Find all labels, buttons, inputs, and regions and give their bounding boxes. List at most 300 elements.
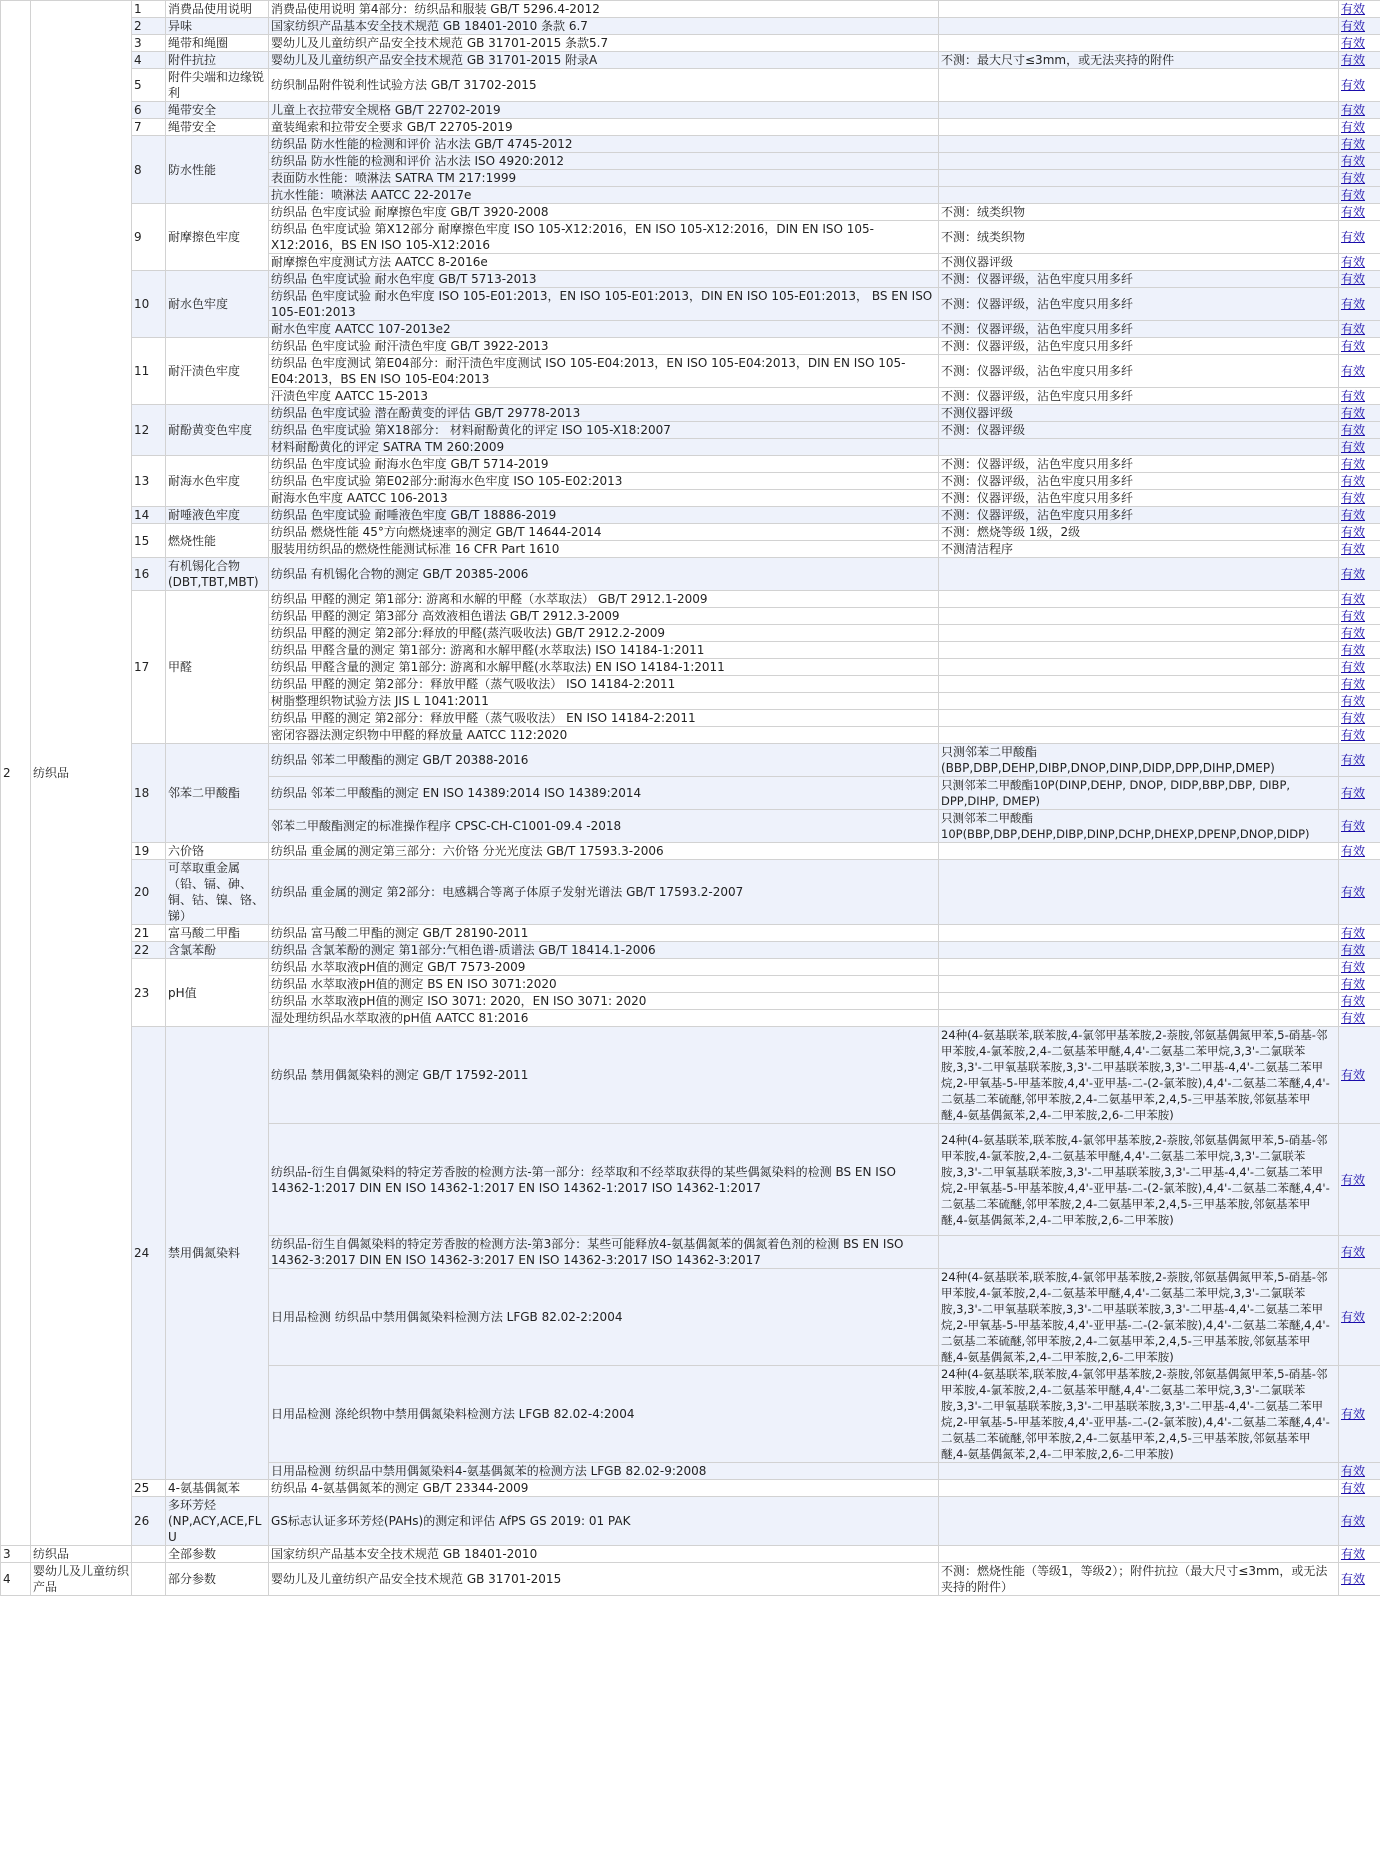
standard-cell: 国家纺织产品基本安全技术规范 GB 18401-2010 [269, 1546, 939, 1563]
status-cell [1339, 254, 1380, 271]
limitation-cell: 不测：仪器评级，沾色牢度只用多纤 [939, 338, 1339, 355]
test-item-cell: 甲醛 [166, 591, 269, 744]
standard-cell: 纺织品 甲醛含量的测定 第1部分: 游离和水解甲醛(水萃取法) EN ISO 14184-1:2011 [269, 659, 939, 676]
standard-cell: 纺织品-衍生自偶氮染料的特定芳香胺的检测方法-第一部分：经萃取和不经萃取获得的某些偶氮染料的检测 BS EN ISO 14362-1:2017 DIN EN ISO 14362-1:2017 EN ISO 14362-1:2017 ISO 14362-1:2017 [269, 1124, 939, 1236]
item-number-cell [132, 1546, 166, 1563]
status-link[interactable]: 有效 [1341, 78, 1366, 92]
status-cell [1339, 942, 1380, 959]
status-cell [1339, 1236, 1380, 1269]
limitation-cell [939, 608, 1339, 625]
status-link[interactable]: 有效 [1341, 339, 1366, 353]
limitation-cell: 只测邻苯二甲酸酯10P(BBP,DBP,DEHP,DIBP,DINP,DCHP,DHEXP,DPENP,DNOP,DIDP) [939, 810, 1339, 843]
status-cell [1339, 744, 1380, 777]
test-item-cell: 六价铬 [166, 843, 269, 860]
status-cell [1339, 993, 1380, 1010]
status-link[interactable]: 有效 [1341, 994, 1366, 1008]
standard-cell: 婴幼儿及儿童纺织产品安全技术规范 GB 31701-2015 [269, 1563, 939, 1596]
status-link[interactable]: 有效 [1341, 53, 1366, 67]
test-item-cell: 耐酚黄变色牢度 [166, 405, 269, 456]
limitation-cell [939, 1480, 1339, 1497]
standard-cell: 服装用纺织品的燃烧性能测试标准 16 CFR Part 1610 [269, 541, 939, 558]
standard-cell: 邻苯二甲酸酯测定的标准操作程序 CPSC-CH-C1001-09.4 -2018 [269, 810, 939, 843]
standard-cell: 耐水色牢度 AATCC 107-2013e2 [269, 321, 939, 338]
table-row [1, 843, 1380, 860]
limitation-cell [939, 925, 1339, 942]
standard-cell: 纺织品 邻苯二甲酸酯的测定 EN ISO 14389:2014 ISO 14389:2014 [269, 777, 939, 810]
status-cell [1339, 221, 1380, 254]
standard-cell: 婴幼儿及儿童纺织产品安全技术规范 GB 31701-2015 条款5.7 [269, 35, 939, 52]
limitation-cell: 24种(4-氨基联苯,联苯胺,4-氯邻甲基苯胺,2-萘胺,邻氨基偶氮甲苯,5-硝基-邻甲苯胺,4-氯苯胺,2,4-二氨基苯甲醚,4,4'-二氨基二苯甲烷,3,3'-二氯联苯胺,3,3'-二甲氧基联苯胺,3,3'-二甲基联苯胺,3,3'-二甲基-4,4'-二氨基二苯甲烷,2-甲氧基-5-甲基苯胺,4,4'-亚甲基-二-(2-氯苯胺),4,4'-二氨基二苯醚,4,4'-二氨基二苯硫醚,邻甲苯胺,2,4-二氨基甲苯,2,4,5-三甲基苯胺,邻氨基苯甲醚,4-氨基偶氮苯,2,4-二甲苯胺,2,6-二甲苯胺) [939, 1027, 1339, 1124]
table-row [1, 942, 1380, 959]
table-row [1, 338, 1380, 355]
status-link[interactable]: 有效 [1341, 322, 1366, 336]
limitation-cell: 不测：仪器评级，沾色牢度只用多纤 [939, 507, 1339, 524]
table-row [1, 136, 1380, 153]
standard-cell: 纺织品 4-氨基偶氮苯的测定 GB/T 23344-2009 [269, 1480, 939, 1497]
standard-cell: 纺织品 水萃取液pH值的测定 BS EN ISO 3071:2020 [269, 976, 939, 993]
table-row [1, 119, 1380, 136]
limitation-cell [939, 710, 1339, 727]
status-link[interactable]: 有效 [1341, 364, 1366, 378]
limitation-cell: 不测：仪器评级，沾色牢度只用多纤 [939, 456, 1339, 473]
test-item-cell: 多环芳烃(NP,ACY,ACE,FLU [166, 1497, 269, 1546]
status-link[interactable]: 有效 [1341, 2, 1366, 16]
status-cell [1339, 170, 1380, 187]
status-cell [1339, 35, 1380, 52]
status-link[interactable]: 有效 [1341, 977, 1366, 991]
standard-cell: 日用品检测 纺织品中禁用偶氮染料4-氨基偶氮苯的检测方法 LFGB 82.02-9:2008 [269, 1463, 939, 1480]
status-link[interactable]: 有效 [1341, 525, 1366, 539]
status-link[interactable]: 有效 [1341, 205, 1366, 219]
status-cell [1339, 558, 1380, 591]
standard-cell: 纺织品 燃烧性能 45°方向燃烧速率的测定 GB/T 14644-2014 [269, 524, 939, 541]
limitation-cell [939, 102, 1339, 119]
status-link[interactable]: 有效 [1341, 626, 1366, 640]
standard-cell: 纺织品 色牢度试验 第X18部分： 材料耐酚黄化的评定 ISO 105-X18:2007 [269, 422, 939, 439]
status-cell [1339, 18, 1380, 35]
limitation-cell: 不测仪器评级 [939, 405, 1339, 422]
status-link[interactable]: 有效 [1341, 272, 1366, 286]
status-link[interactable]: 有效 [1341, 926, 1366, 940]
test-item-cell: 4-氨基偶氮苯 [166, 1480, 269, 1497]
table-row [1, 744, 1380, 777]
standard-cell: 纺织品 色牢度试验 耐海水色牢度 GB/T 5714-2019 [269, 456, 939, 473]
status-cell [1339, 710, 1380, 727]
standard-cell: 纺织品 甲醛的测定 第2部分：释放甲醛（蒸气吸收法） EN ISO 14184-2:2011 [269, 710, 939, 727]
status-cell [1339, 422, 1380, 439]
item-number-cell: 20 [132, 860, 166, 925]
status-cell [1339, 69, 1380, 102]
limitation-cell [939, 170, 1339, 187]
limitation-cell: 不测：仪器评级，沾色牢度只用多纤 [939, 355, 1339, 388]
limitation-cell [939, 976, 1339, 993]
table-row [1, 925, 1380, 942]
test-item-cell: 燃烧性能 [166, 524, 269, 558]
item-number-cell: 12 [132, 405, 166, 456]
status-link[interactable]: 有效 [1341, 694, 1366, 708]
status-link[interactable]: 有效 [1341, 171, 1366, 185]
test-item-cell: 附件尖端和边缘锐利 [166, 69, 269, 102]
limitation-cell [939, 993, 1339, 1010]
status-cell [1339, 727, 1380, 744]
status-link[interactable]: 有效 [1341, 297, 1366, 311]
limitation-cell: 只测邻苯二甲酸酯10P(DINP,DEHP, DNOP, DIDP,BBP,DBP, DIBP, DPP,DIHP, DMEP) [939, 777, 1339, 810]
table-row [1, 1480, 1380, 1497]
status-link[interactable]: 有效 [1341, 1068, 1366, 1082]
status-link[interactable]: 有效 [1341, 1481, 1366, 1495]
limitation-cell [939, 1236, 1339, 1269]
status-link[interactable]: 有效 [1341, 753, 1366, 767]
status-cell [1339, 1124, 1380, 1236]
table-row [1, 52, 1380, 69]
item-number-cell: 25 [132, 1480, 166, 1497]
test-item-cell: 邻苯二甲酸酯 [166, 744, 269, 843]
limitation-cell [939, 1463, 1339, 1480]
table-row [1, 591, 1380, 608]
status-link[interactable]: 有效 [1341, 188, 1366, 202]
status-link[interactable]: 有效 [1341, 1172, 1366, 1187]
standard-cell: 纺织品 有机锡化合物的测定 GB/T 20385-2006 [269, 558, 939, 591]
item-number-cell: 17 [132, 591, 166, 744]
standard-cell: 纺织品 色牢度试验 耐唾液色牢度 GB/T 18886-2019 [269, 507, 939, 524]
standard-cell: 纺织品 甲醛的测定 第2部分：释放甲醛（蒸气吸收法） ISO 14184-2:2011 [269, 676, 939, 693]
standard-cell: 消费品使用说明 第4部分：纺织品和服装 GB/T 5296.4-2012 [269, 1, 939, 18]
item-number-cell: 7 [132, 119, 166, 136]
standard-cell: 纺织品 甲醛的测定 第3部分 高效液相色谱法 GB/T 2912.3-2009 [269, 608, 939, 625]
status-cell [1339, 1269, 1380, 1366]
status-link[interactable]: 有效 [1341, 592, 1366, 606]
limitation-cell [939, 642, 1339, 659]
standard-cell: 日用品检测 纺织品中禁用偶氮染料检测方法 LFGB 82.02-2:2004 [269, 1269, 939, 1366]
limitation-cell [939, 439, 1339, 456]
standard-cell: 材料耐酚黄化的评定 SATRA TM 260:2009 [269, 439, 939, 456]
limitation-cell: 不测：绒类织物 [939, 204, 1339, 221]
status-link[interactable]: 有效 [1341, 120, 1366, 134]
status-cell [1339, 524, 1380, 541]
group-number-cell: 2 [1, 1, 31, 1546]
item-number-cell: 2 [132, 18, 166, 35]
item-number-cell: 11 [132, 338, 166, 405]
limitation-cell: 不测：燃烧等级 1级，2级 [939, 524, 1339, 541]
item-number-cell: 22 [132, 942, 166, 959]
standard-cell: 抗水性能：喷淋法 AATCC 22-2017e [269, 187, 939, 204]
status-link[interactable]: 有效 [1341, 660, 1366, 674]
limitation-cell [939, 153, 1339, 170]
test-item-cell: 耐摩擦色牢度 [166, 204, 269, 271]
status-link[interactable]: 有效 [1341, 406, 1366, 420]
item-number-cell: 18 [132, 744, 166, 843]
test-item-cell: 异味 [166, 18, 269, 35]
status-link[interactable]: 有效 [1341, 819, 1366, 833]
table-row [1, 959, 1380, 976]
table-row [1, 35, 1380, 52]
standard-cell: 纺织品 色牢度试验 耐水色牢度 GB/T 5713-2013 [269, 271, 939, 288]
standard-cell: 纺织品 邻苯二甲酸酯的测定 GB/T 20388-2016 [269, 744, 939, 777]
standard-cell: 纺织品 色牢度试验 耐水色牢度 ISO 105-E01:2013，EN ISO 105-E01:2013，DIN EN ISO 105-E01:2013， BS EN ISO 105-E01:2013 [269, 288, 939, 321]
item-number-cell: 4 [132, 52, 166, 69]
status-cell [1339, 456, 1380, 473]
standard-cell: 树脂整理织物试验方法 JIS L 1041:2011 [269, 693, 939, 710]
limitation-cell: 不测：仪器评级，沾色牢度只用多纤 [939, 388, 1339, 405]
status-link[interactable]: 有效 [1341, 1572, 1366, 1586]
product-cell: 婴幼儿及儿童纺织产品 [31, 1563, 132, 1596]
test-item-cell: pH值 [166, 959, 269, 1027]
test-item-cell: 消费品使用说明 [166, 1, 269, 18]
standard-cell: 国家纺织产品基本安全技术规范 GB 18401-2010 条款 6.7 [269, 18, 939, 35]
limitation-cell: 只测邻苯二甲酸酯(BBP,DBP,DEHP,DIBP,DNOP,DINP,DIDP,DPP,DIHP,DMEP) [939, 744, 1339, 777]
standard-cell: 表面防水性能：喷淋法 SATRA TM 217:1999 [269, 170, 939, 187]
standard-cell: 纺织品 甲醛的测定 第2部分:释放的甲醛(蒸汽吸收法) GB/T 2912.2-2009 [269, 625, 939, 642]
item-number-cell: 5 [132, 69, 166, 102]
test-item-cell: 绳带安全 [166, 119, 269, 136]
limitation-cell: 不测：仪器评级，沾色牢度只用多纤 [939, 490, 1339, 507]
table-row [1, 558, 1380, 591]
status-link[interactable]: 有效 [1341, 844, 1366, 858]
test-item-cell: 耐水色牢度 [166, 271, 269, 338]
status-link[interactable]: 有效 [1341, 1310, 1366, 1324]
limitation-cell: 不测：绒类织物 [939, 221, 1339, 254]
limitation-cell [939, 1546, 1339, 1563]
status-link[interactable]: 有效 [1341, 1245, 1366, 1259]
item-number-cell: 1 [132, 1, 166, 18]
limitation-cell [939, 18, 1339, 35]
standard-cell: 纺织品 色牢度试验 第E02部分:耐海水色牢度 ISO 105-E02:2013 [269, 473, 939, 490]
status-link[interactable]: 有效 [1341, 943, 1366, 957]
table-row [1, 524, 1380, 541]
test-item-cell: 防水性能 [166, 136, 269, 204]
standard-cell: 汗渍色牢度 AATCC 15-2013 [269, 388, 939, 405]
status-link[interactable]: 有效 [1341, 103, 1366, 117]
standard-cell: 纺织品 防水性能的检测和评价 沾水法 GB/T 4745-2012 [269, 136, 939, 153]
group-number-cell: 4 [1, 1563, 31, 1596]
status-cell [1339, 338, 1380, 355]
standard-cell: 纺织品 水萃取液pH值的测定 ISO 3071: 2020，EN ISO 3071: 2020 [269, 993, 939, 1010]
standard-cell: 纺织品 富马酸二甲酯的测定 GB/T 28190-2011 [269, 925, 939, 942]
status-cell [1339, 1010, 1380, 1027]
status-cell [1339, 321, 1380, 338]
status-cell [1339, 642, 1380, 659]
item-number-cell: 9 [132, 204, 166, 271]
test-item-cell: 部分参数 [166, 1563, 269, 1596]
status-cell [1339, 204, 1380, 221]
status-link[interactable]: 有效 [1341, 885, 1366, 899]
status-cell [1339, 187, 1380, 204]
status-link[interactable]: 有效 [1341, 1547, 1366, 1561]
status-link[interactable]: 有效 [1341, 1407, 1366, 1421]
limitation-cell [939, 659, 1339, 676]
status-cell [1339, 1563, 1380, 1596]
status-link[interactable]: 有效 [1341, 19, 1366, 33]
item-number-cell: 21 [132, 925, 166, 942]
standard-cell: 婴幼儿及儿童纺织产品安全技术规范 GB 31701-2015 附录A [269, 52, 939, 69]
status-cell [1339, 860, 1380, 925]
limitation-cell: 不测：仪器评级，沾色牢度只用多纤 [939, 288, 1339, 321]
status-link[interactable]: 有效 [1341, 508, 1366, 522]
status-link[interactable]: 有效 [1341, 1011, 1366, 1025]
group-number-cell: 3 [1, 1546, 31, 1563]
status-link[interactable]: 有效 [1341, 474, 1366, 488]
status-cell [1339, 810, 1380, 843]
standard-cell: GS标志认证多环芳烃(PAHs)的测定和评估 AfPS GS 2019: 01 PAK [269, 1497, 939, 1546]
standard-cell: 耐摩擦色牢度测试方法 AATCC 8-2016e [269, 254, 939, 271]
status-link[interactable]: 有效 [1341, 643, 1366, 657]
item-number-cell: 6 [132, 102, 166, 119]
limitation-cell: 24种(4-氨基联苯,联苯胺,4-氯邻甲基苯胺,2-萘胺,邻氨基偶氮甲苯,5-硝基-邻甲苯胺,4-氯苯胺,2,4-二氨基苯甲醚,4,4'-二氨基二苯甲烷,3,3'-二氯联苯胺,3,3'-二甲氧基联苯胺,3,3'-二甲基联苯胺,3,3'-二甲基-4,4'-二氨基二苯甲烷,2-甲氧基-5-甲基苯胺,4,4'-亚甲基-二-(2-氯苯胺),4,4'-二氨基二苯醚,4,4'-二氨基二苯硫醚,邻甲苯胺,2,4-二氨基甲苯,2,4,5-三甲基苯胺,邻氨基苯甲醚,4-氨基偶氮苯,2,4-二甲苯胺,2,6-二甲苯胺) [939, 1269, 1339, 1366]
standard-cell: 纺织品 重金属的测定第三部分：六价铬 分光光度法 GB/T 17593.3-2006 [269, 843, 939, 860]
status-link[interactable]: 有效 [1341, 677, 1366, 691]
status-link[interactable]: 有效 [1341, 609, 1366, 623]
standard-cell: 密闭容器法测定织物中甲醛的释放量 AATCC 112:2020 [269, 727, 939, 744]
product-cell: 纺织品 [31, 1, 132, 1546]
status-cell [1339, 507, 1380, 524]
test-item-cell: 可萃取重金属（铅、镉、砷、铜、钴、镍、铬、锑） [166, 860, 269, 925]
status-cell [1339, 843, 1380, 860]
limitation-cell [939, 136, 1339, 153]
table-row [1, 1, 1380, 18]
item-number-cell: 26 [132, 1497, 166, 1546]
status-cell [1339, 777, 1380, 810]
table-row [1, 18, 1380, 35]
limitation-cell: 不测：仪器评级，沾色牢度只用多纤 [939, 473, 1339, 490]
table-row [1, 271, 1380, 288]
item-number-cell: 8 [132, 136, 166, 204]
limitation-cell: 24种(4-氨基联苯,联苯胺,4-氯邻甲基苯胺,2-萘胺,邻氨基偶氮甲苯,5-硝基-邻甲苯胺,4-氯苯胺,2,4-二氨基苯甲醚,4,4'-二氨基二苯甲烷,3,3'-二氯联苯胺,3,3'-二甲氧基联苯胺,3,3'-二甲基联苯胺,3,3'-二甲基-4,4'-二氨基二苯甲烷,2-甲氧基-5-甲基苯胺,4,4'-亚甲基-二-(2-氯苯胺),4,4'-二氨基二苯醚,4,4'-二氨基二苯硫醚,邻甲苯胺,2,4-二氨基甲苯,2,4,5-三甲基苯胺,邻氨基苯甲醚,4-氨基偶氮苯,2,4-二甲苯胺,2,6-二甲苯胺) [939, 1366, 1339, 1463]
standard-cell: 湿处理纺织品水萃取液的pH值 AATCC 81:2016 [269, 1010, 939, 1027]
test-item-cell: 耐汗渍色牢度 [166, 338, 269, 405]
table-row [1, 860, 1380, 925]
status-cell [1339, 1027, 1380, 1124]
limitation-cell: 不测：仪器评级 [939, 422, 1339, 439]
standard-cell: 纺织品 色牢度试验 潜在酚黄变的评估 GB/T 29778-2013 [269, 405, 939, 422]
item-number-cell: 10 [132, 271, 166, 338]
status-cell [1339, 52, 1380, 69]
standard-cell: 纺织品 色牢度测试 第E04部分：耐汗渍色牢度测试 ISO 105-E04:2013，EN ISO 105-E04:2013，DIN EN ISO 105-E04:2013，BS EN ISO 105-E04:2013 [269, 355, 939, 388]
table-row [1, 204, 1380, 221]
standard-cell: 纺织品 水萃取液pH值的测定 GB/T 7573-2009 [269, 959, 939, 976]
table-row [1, 1563, 1380, 1596]
standard-cell: 纺织品 甲醛含量的测定 第1部分: 游离和水解甲醛(水萃取法) ISO 14184-1:2011 [269, 642, 939, 659]
limitation-cell [939, 1010, 1339, 1027]
table-row [1, 1546, 1380, 1563]
limitation-cell: 不测：仪器评级，沾色牢度只用多纤 [939, 321, 1339, 338]
status-link[interactable]: 有效 [1341, 542, 1366, 556]
status-cell [1339, 1497, 1380, 1546]
limitation-cell [939, 119, 1339, 136]
limitation-cell [939, 843, 1339, 860]
standard-cell: 纺织品 色牢度试验 第X12部分 耐摩擦色牢度 ISO 105-X12:2016，EN ISO 105-X12:2016，DIN EN ISO 105-X12:2016，BS EN ISO 105-X12:2016 [269, 221, 939, 254]
limitation-cell [939, 187, 1339, 204]
standard-cell: 纺织品 防水性能的检测和评价 沾水法 ISO 4920:2012 [269, 153, 939, 170]
status-link[interactable]: 有效 [1341, 423, 1366, 437]
status-link[interactable]: 有效 [1341, 567, 1366, 581]
status-cell [1339, 439, 1380, 456]
status-cell [1339, 355, 1380, 388]
test-item-cell: 富马酸二甲酯 [166, 925, 269, 942]
status-cell [1339, 541, 1380, 558]
limitation-cell [939, 676, 1339, 693]
limitation-cell [939, 69, 1339, 102]
status-cell [1339, 1366, 1380, 1463]
status-cell [1339, 659, 1380, 676]
status-cell [1339, 102, 1380, 119]
limitation-cell: 不测：燃烧性能（等级1，等级2）；附件抗拉（最大尺寸≤3mm，或无法夹持的附件） [939, 1563, 1339, 1596]
test-item-cell: 有机锡化合物(DBT,TBT,MBT) [166, 558, 269, 591]
status-link[interactable]: 有效 [1341, 230, 1366, 244]
standard-cell: 纺织品 含氯苯酚的测定 第1部分:气相色谱-质谱法 GB/T 18414.1-2006 [269, 942, 939, 959]
status-cell [1339, 473, 1380, 490]
table-row [1, 507, 1380, 524]
status-cell [1339, 959, 1380, 976]
limitation-cell: 不测清洁程序 [939, 541, 1339, 558]
status-link[interactable]: 有效 [1341, 255, 1366, 269]
test-item-cell: 附件抗拉 [166, 52, 269, 69]
status-link[interactable]: 有效 [1341, 491, 1366, 505]
status-link[interactable]: 有效 [1341, 457, 1366, 471]
standard-cell: 儿童上衣拉带安全规格 GB/T 22702-2019 [269, 102, 939, 119]
status-link[interactable]: 有效 [1341, 728, 1366, 742]
status-cell [1339, 119, 1380, 136]
test-item-cell: 耐唾液色牢度 [166, 507, 269, 524]
status-link[interactable]: 有效 [1341, 711, 1366, 725]
status-cell [1339, 388, 1380, 405]
standard-cell: 纺织品 重金属的测定 第2部分：电感耦合等离子体原子发射光谱法 GB/T 17593.2-2007 [269, 860, 939, 925]
status-link[interactable]: 有效 [1341, 389, 1366, 403]
status-link[interactable]: 有效 [1341, 137, 1366, 151]
status-cell [1339, 625, 1380, 642]
table-row [1, 69, 1380, 102]
limitation-cell [939, 1497, 1339, 1546]
product-cell: 纺织品 [31, 1546, 132, 1563]
status-link[interactable]: 有效 [1341, 36, 1366, 50]
standard-cell: 纺织品 色牢度试验 耐汗渍色牢度 GB/T 3922-2013 [269, 338, 939, 355]
status-cell [1339, 153, 1380, 170]
item-number-cell: 15 [132, 524, 166, 558]
test-item-cell: 耐海水色牢度 [166, 456, 269, 507]
status-cell [1339, 976, 1380, 993]
item-number-cell: 3 [132, 35, 166, 52]
status-link[interactable]: 有效 [1341, 440, 1366, 454]
status-cell [1339, 1480, 1380, 1497]
status-cell [1339, 490, 1380, 507]
status-cell [1339, 1, 1380, 18]
status-link[interactable]: 有效 [1341, 960, 1366, 974]
limitation-cell [939, 625, 1339, 642]
table-row [1, 102, 1380, 119]
limitation-cell [939, 558, 1339, 591]
test-item-cell: 绳带和绳圈 [166, 35, 269, 52]
standards-table-body [1, 1, 1380, 1596]
standard-cell: 日用品检测 涤纶织物中禁用偶氮染料检测方法 LFGB 82.02-4:2004 [269, 1366, 939, 1463]
status-link[interactable]: 有效 [1341, 154, 1366, 168]
status-cell [1339, 925, 1380, 942]
status-cell [1339, 693, 1380, 710]
limitation-cell [939, 35, 1339, 52]
status-link[interactable]: 有效 [1341, 1464, 1366, 1478]
status-cell [1339, 136, 1380, 153]
status-cell [1339, 1546, 1380, 1563]
status-cell [1339, 676, 1380, 693]
limitation-cell: 24种(4-氨基联苯,联苯胺,4-氯邻甲基苯胺,2-萘胺,邻氨基偶氮甲苯,5-硝基-邻甲苯胺,4-氯苯胺,2,4-二氨基苯甲醚,4,4'-二氨基二苯甲烷,3,3'-二氯联苯胺,3,3'-二甲氧基联苯胺,3,3'-二甲基联苯胺,3,3'-二甲基-4,4'-二氨基二苯甲烷,2-甲氧基-5-甲基苯胺,4,4'-亚甲基-二-(2-氯苯胺),4,4'-二氨基二苯醚,4,4'-二氨基二苯硫醚,邻甲苯胺,2,4-二氨基甲苯,2,4,5-三甲基苯胺,邻氨基苯甲醚,4-氨基偶氮苯,2,4-二甲苯胺,2,6-二甲苯胺) [939, 1124, 1339, 1236]
status-link[interactable]: 有效 [1341, 1514, 1366, 1528]
status-cell [1339, 591, 1380, 608]
standard-cell: 纺织品-衍生自偶氮染料的特定芳香胺的检测方法-第3部分：某些可能释放4-氨基偶氮苯的偶氮着色剂的检测 BS EN ISO 14362-3:2017 DIN EN ISO 14362-3:2017 EN ISO 14362-3:2017 ISO 14362-3:2017 [269, 1236, 939, 1269]
standard-cell: 纺织品 色牢度试验 耐摩擦色牢度 GB/T 3920-2008 [269, 204, 939, 221]
limitation-cell: 不测：最大尺寸≤3mm，或无法夹持的附件 [939, 52, 1339, 69]
item-number-cell: 13 [132, 456, 166, 507]
status-link[interactable]: 有效 [1341, 786, 1366, 800]
standard-cell: 纺织品 禁用偶氮染料的测定 GB/T 17592-2011 [269, 1027, 939, 1124]
table-row [1, 405, 1380, 422]
